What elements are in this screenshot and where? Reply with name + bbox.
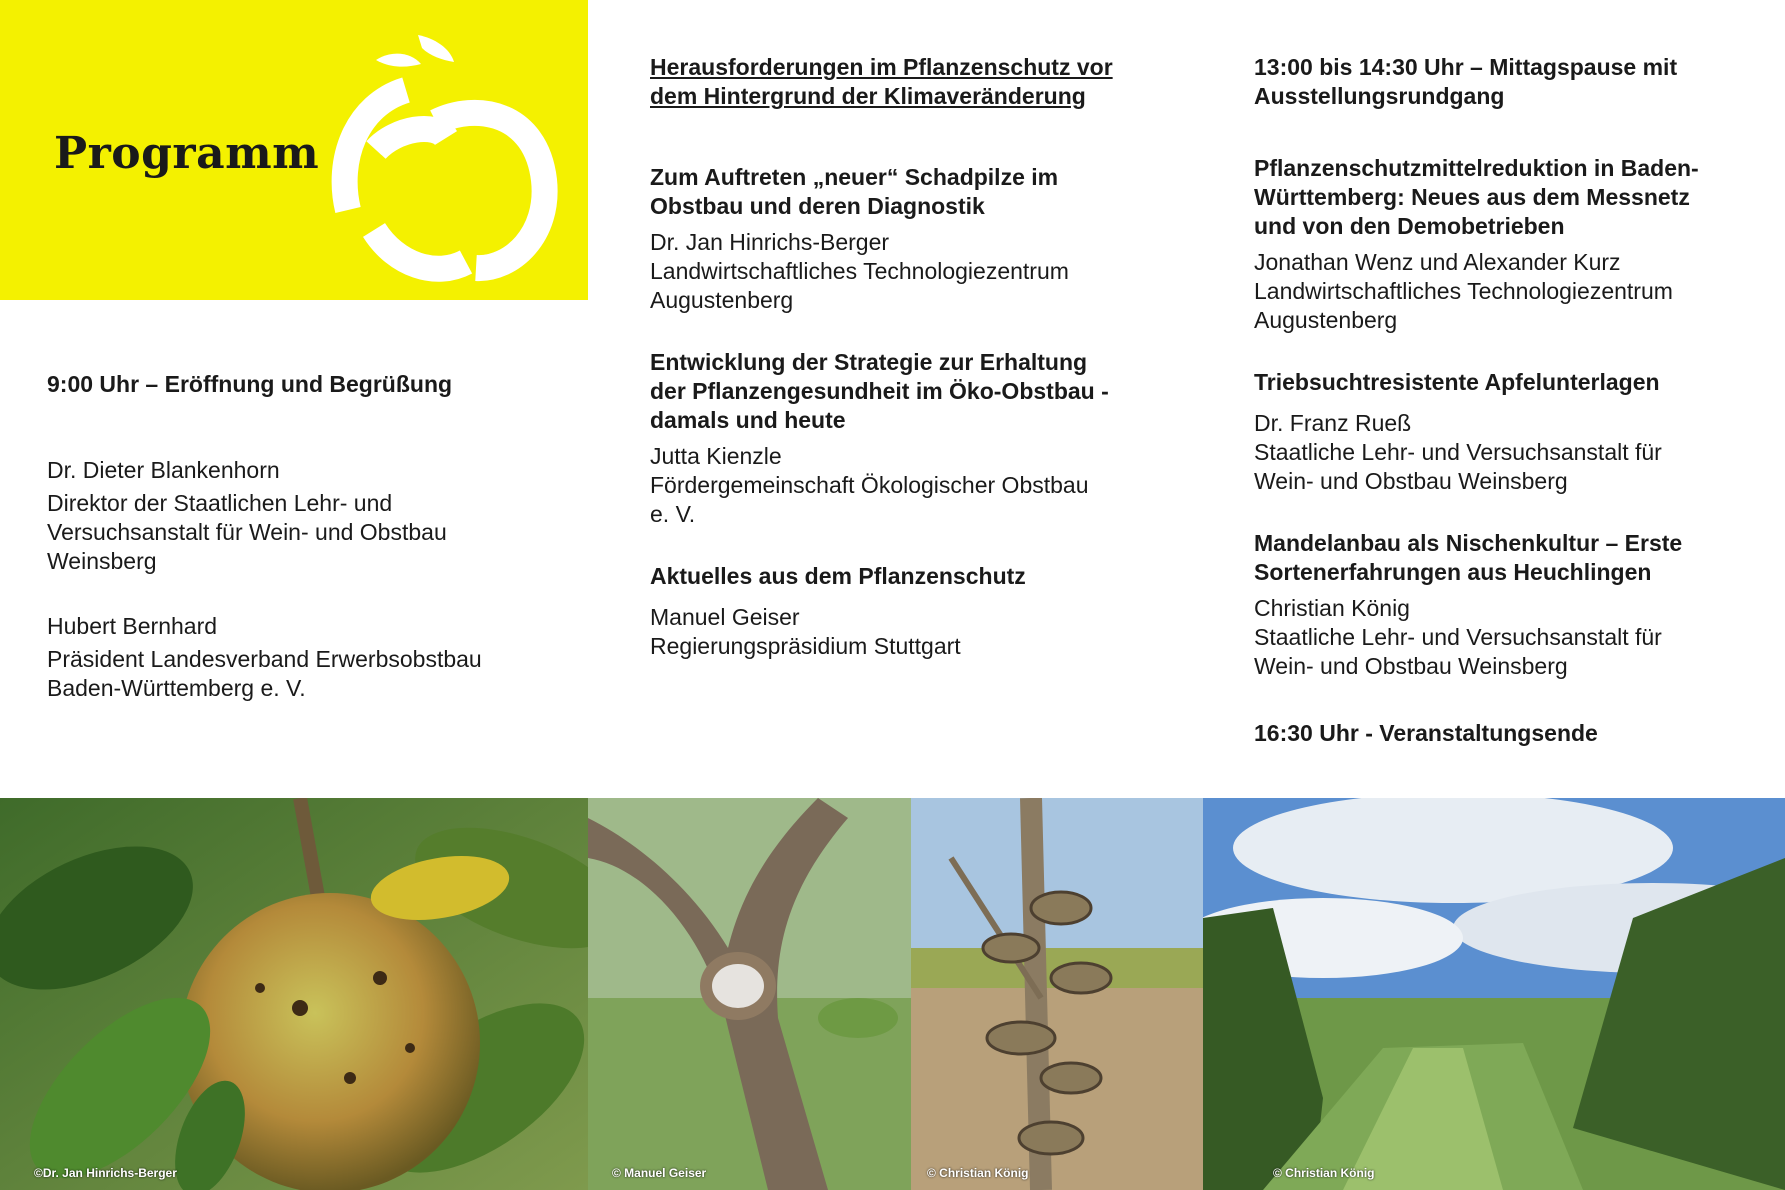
talk-org: Wein- und Obstbau Weinsberg xyxy=(1254,653,1568,679)
talk-title: und von den Demobetrieben xyxy=(1254,213,1565,239)
talk-org: Augustenberg xyxy=(1254,307,1398,333)
talk-speaker: Jutta Kienzle xyxy=(650,443,782,469)
speaker-role-line: Baden-Württemberg e. V. xyxy=(47,675,306,701)
talk-org: e. V. xyxy=(650,501,696,527)
speaker-role-line: Präsident Landesverband Erwerbsobstbau xyxy=(47,646,482,672)
talk-org: Augustenberg xyxy=(650,287,794,313)
speaker-name: Dr. Dieter Blankenhorn xyxy=(47,457,280,483)
speaker-name: Hubert Bernhard xyxy=(47,613,218,639)
talk-speaker: Dr. Franz Rueß xyxy=(1254,410,1412,436)
event-end: 16:30 Uhr - Veranstaltungsende xyxy=(1254,720,1598,746)
talk-title: Zum Auftreten „neuer“ Schadpilze im xyxy=(650,164,1059,190)
speaker-role-line: Direktor der Staatlichen Lehr- und xyxy=(47,490,393,516)
talk-speaker: Dr. Jan Hinrichs-Berger xyxy=(650,229,890,255)
photo-credit: ©Dr. Jan Hinrichs-Berger xyxy=(34,1166,177,1180)
talk-org: Landwirtschaftliches Technologiezentrum xyxy=(1254,278,1673,304)
photo-credit: © Christian König xyxy=(1273,1166,1375,1180)
orchard-photo xyxy=(1203,798,1785,1190)
talk-title: Obstbau und deren Diagnostik xyxy=(650,193,985,219)
talk-org: Regierungspräsidium Stuttgart xyxy=(650,633,961,659)
talk-org: Landwirtschaftliches Technologiezentrum xyxy=(650,258,1069,284)
page-title: Programm xyxy=(54,128,320,179)
photo-credit: © Manuel Geiser xyxy=(612,1166,707,1180)
header-block xyxy=(0,0,588,300)
talk-org: Staatliche Lehr- und Versuchsanstalt für xyxy=(1254,624,1662,650)
talk-title: Pflanzenschutzmittelreduktion in Baden- xyxy=(1254,155,1699,181)
talk-title: Entwicklung der Strategie zur Erhaltung xyxy=(650,349,1088,375)
almond-photo xyxy=(911,798,1203,1190)
talk-speaker: Christian König xyxy=(1254,595,1410,621)
talk-title: damals und heute xyxy=(650,407,846,433)
talk-title: Württemberg: Neues aus dem Messnetz xyxy=(1254,184,1690,210)
talk-title: Sortenerfahrungen aus Heuchlingen xyxy=(1254,559,1652,585)
section-title: dem Hintergrund der Klimaveränderung xyxy=(650,83,1086,109)
talk-speaker: Jonathan Wenz und Alexander Kurz xyxy=(1254,249,1621,275)
talk-title: Aktuelles aus dem Pflanzenschutz xyxy=(650,563,1026,589)
afternoon-column xyxy=(1254,53,1759,748)
talk-title: Mandelanbau als Nischenkultur – Erste xyxy=(1254,530,1683,556)
speaker-role-line: Versuchsanstalt für Wein- und Obstbau xyxy=(47,519,447,545)
talk-org: Staatliche Lehr- und Versuchsanstalt für xyxy=(1254,439,1662,465)
section-title: Herausforderungen im Pflanzenschutz vor xyxy=(650,54,1113,80)
talk-title: der Pflanzengesundheit im Öko-Obstbau - xyxy=(650,378,1109,404)
session-column xyxy=(650,53,1150,661)
speaker-role-line: Weinsberg xyxy=(47,548,157,574)
apple-photo xyxy=(0,798,588,1190)
break-heading: 13:00 bis 14:30 Uhr – Mittagspause mit xyxy=(1254,54,1678,80)
apple-outline-logo xyxy=(326,30,588,300)
photo-credit: © Christian König xyxy=(927,1166,1029,1180)
branch-photo xyxy=(588,798,911,1190)
talk-org: Fördergemeinschaft Ökologischer Obstbau xyxy=(650,472,1089,498)
talk-title: Triebsuchtresistente Apfelunterlagen xyxy=(1254,369,1660,395)
talk-speaker: Manuel Geiser xyxy=(650,604,800,630)
talk-org: Wein- und Obstbau Weinsberg xyxy=(1254,468,1568,494)
break-heading: Ausstellungsrundgang xyxy=(1254,83,1505,109)
opening-column xyxy=(47,370,547,703)
opening-heading: 9:00 Uhr – Eröffnung und Begrüßung xyxy=(47,371,453,397)
